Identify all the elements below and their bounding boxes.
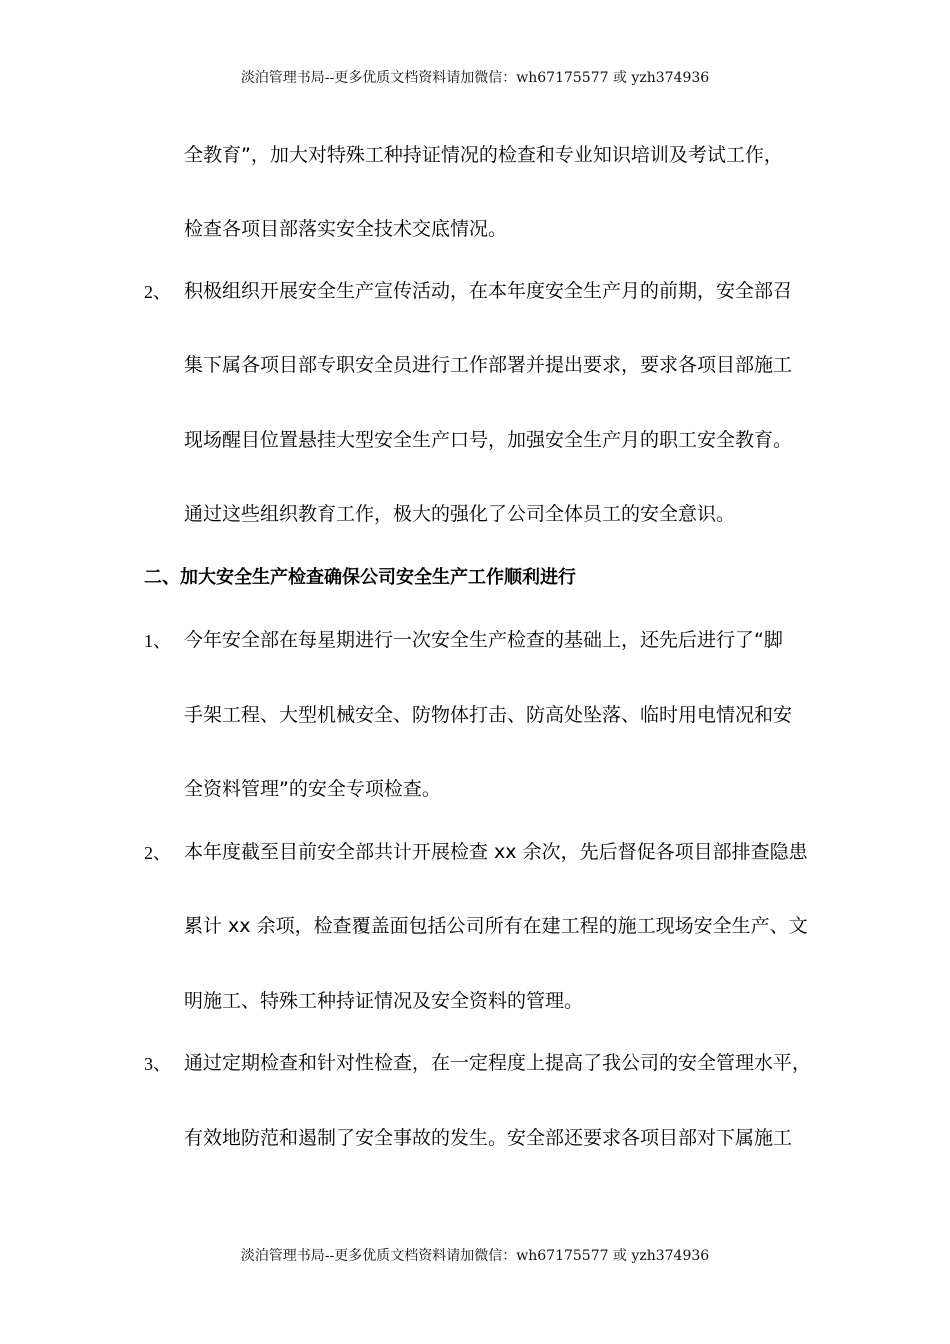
list-number: 2、 (144, 282, 171, 302)
paragraph-line: 通过定期检查和针对性检查，在一定程度上提高了我公司的安全管理水平， (184, 1052, 812, 1074)
paragraph-line: 今年安全部在每星期进行一次安全生产检查的基础上，还先后进行了“脚 (184, 629, 783, 651)
paragraph-line: 明施工、特殊工种持证情况及安全资料的管理。 (184, 990, 584, 1012)
paragraph-line: 检查各项目部落实安全技术交底情况。 (184, 218, 508, 240)
list-number: 1、 (144, 631, 171, 651)
section-heading: 二、加大安全生产检查确保公司安全生产工作顺利进行 (144, 567, 576, 588)
paragraph-line: 通过这些组织教育工作，极大的强化了公司全体员工的安全意识。 (184, 503, 736, 525)
page-header: 淡泊管理书局--更多优质文档资料请加微信：wh67175577 或 yzh374936 (240, 70, 710, 86)
paragraph-line: 本年度截至目前安全部共计开展检查 xx 余次，先后督促各项目部排查隐患 (184, 841, 808, 863)
paragraph-line: 全资料管理”的安全专项检查。 (184, 778, 441, 800)
list-number: 3、 (144, 1054, 171, 1074)
paragraph-line: 手架工程、大型机械安全、防物体打击、防高处坠落、临时用电情况和安 (184, 704, 793, 726)
paragraph-line: 有效地防范和遏制了安全事故的发生。安全部还要求各项目部对下属施工 (184, 1127, 793, 1149)
paragraph-line: 累计 xx 余项，检查覆盖面包括公司所有在建工程的施工现场安全生产、文 (184, 915, 808, 937)
list-number: 2、 (144, 843, 171, 863)
paragraph-line: 现场醒目位置悬挂大型安全生产口号，加强安全生产月的职工安全教育。 (184, 429, 793, 451)
paragraph-line: 集下属各项目部专职安全员进行工作部署并提出要求，要求各项目部施工 (184, 354, 793, 376)
page-footer: 淡泊管理书局--更多优质文档资料请加微信：wh67175577 或 yzh374936 (240, 1248, 710, 1264)
paragraph-line: 全教育”，加大对特殊工种持证情况的检查和专业知识培训及考试工作， (184, 144, 783, 166)
paragraph-line: 积极组织开展安全生产宣传活动，在本年度安全生产月的前期，安全部召 (184, 280, 793, 302)
